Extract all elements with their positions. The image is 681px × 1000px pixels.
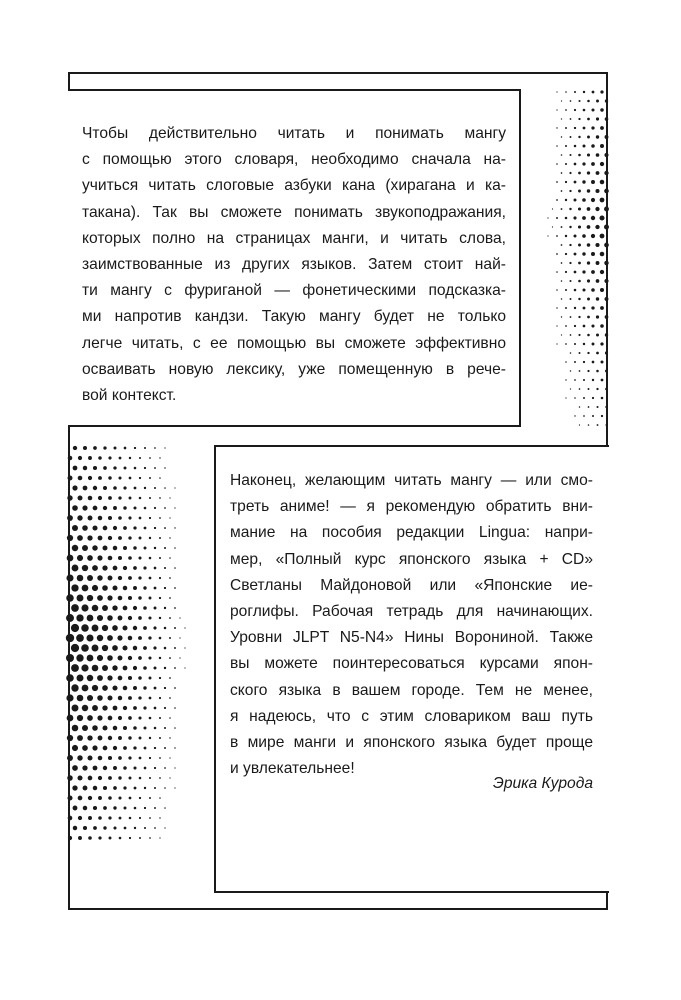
- halftone-dots-left: [66, 446, 186, 840]
- text-line: ми напротив кандзи. Такую мангу будет не только: [82, 308, 506, 326]
- text-line: треть аниме! — я рекомендую обратить вни-: [230, 498, 593, 516]
- text-line: Уровни JLPT N5-N4» Нины Ворониной. Также: [230, 629, 593, 647]
- text-line: Чтобы действительно читать и понимать мангу: [82, 125, 506, 142]
- paragraph-bottom: [230, 468, 593, 782]
- text-line: легче читать, с ее помощью вы сможете эффективно: [82, 334, 506, 352]
- text-line: и увлекательнее!: [230, 760, 355, 778]
- text-line: осваивать новую лексику, уже помещенную в рече-: [82, 360, 506, 378]
- paragraph-top: [82, 121, 506, 409]
- text-line: роглифы. Рабочая тетрадь для начинающих.: [230, 603, 593, 621]
- text-line: вы можете поинтересоваться курсами япон-: [230, 655, 593, 673]
- text-line: которых полно на страницах манги, и читать слова,: [82, 229, 506, 247]
- text-line: с помощью этого словаря, необходимо сначала на-: [82, 151, 506, 169]
- text-line: в мире манги и японского языка будет проще: [230, 734, 593, 752]
- text-line: заимствованные из других языков. Затем стоит най-: [82, 256, 506, 274]
- text-line: такана). Так вы сможете понимать звукоподражания,: [82, 203, 506, 221]
- text-line: ти мангу с фуриганой — фонетическими подсказка-: [82, 282, 506, 300]
- text-line: я надеюсь, что с этим словариком ваш путь: [230, 707, 593, 725]
- text-line: Наконец, желающим читать мангу — или смо-: [230, 472, 593, 489]
- author-signature: Эрика Курода: [493, 775, 593, 792]
- text-line: мание на пособия редакции Lingua: напри-: [230, 524, 593, 542]
- text-line: мер, «Полный курс японского языка + CD»: [230, 550, 593, 568]
- text-line: ского языка в вашем городе. Тем не менее,: [230, 681, 593, 699]
- text-line: вой контекст.: [82, 387, 177, 405]
- halftone-dots-top-right: [547, 90, 609, 426]
- text-line: учиться читать слоговые азбуки кана (хирагана и ка-: [82, 177, 506, 195]
- bottom-text-box: [214, 445, 609, 893]
- text-line: Светланы Майдоновой или «Японские ие-: [230, 576, 593, 594]
- top-text-box: [68, 89, 521, 427]
